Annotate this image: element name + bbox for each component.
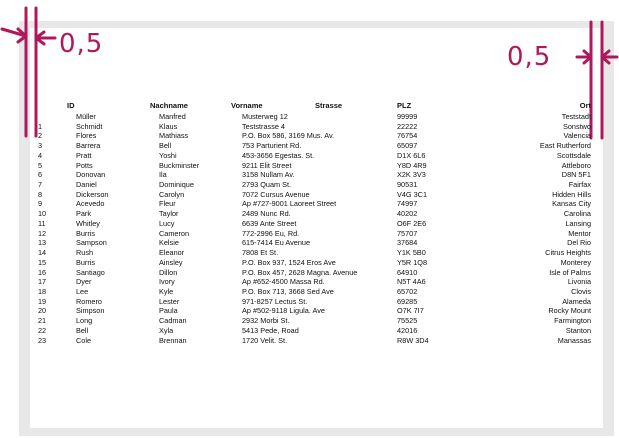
cell-id: 1 bbox=[38, 121, 43, 131]
cell-vorname: Fleur bbox=[159, 199, 176, 209]
cell-ort: Carolina bbox=[563, 209, 591, 219]
cell-plz: V4G 3C1 bbox=[397, 189, 428, 199]
cell-id: 22 bbox=[38, 325, 47, 335]
cell-nachname: Burris bbox=[76, 228, 96, 238]
cell-vorname: Manfred bbox=[159, 112, 186, 121]
cell-strasse: Ap #502-9118 Ligula. Ave bbox=[242, 306, 325, 316]
cell-plz: R8W 3D4 bbox=[397, 335, 429, 345]
cell-strasse: Ap #652-4500 Massa Rd. bbox=[242, 277, 325, 287]
cell-vorname: Dillon bbox=[159, 267, 178, 277]
cell-plz: 74997 bbox=[397, 199, 418, 209]
table-row bbox=[0, 141, 619, 151]
cell-vorname: Paula bbox=[159, 306, 178, 316]
cell-nachname: Dyer bbox=[76, 277, 92, 287]
col-header-vorname: Vorname bbox=[231, 101, 263, 110]
table-row bbox=[0, 122, 619, 132]
table-row bbox=[0, 238, 619, 248]
cell-nachname: Acevedo bbox=[76, 199, 105, 209]
cell-plz: 42016 bbox=[397, 325, 418, 335]
cell-id: 23 bbox=[38, 335, 47, 345]
cell-vorname: Ivory bbox=[159, 277, 175, 287]
cell-plz: 65702 bbox=[397, 286, 418, 296]
cell-strasse: 5413 Pede, Road bbox=[242, 325, 299, 335]
cell-ort: Attleboro bbox=[561, 160, 591, 170]
cell-ort: Stanton bbox=[565, 325, 591, 335]
cell-strasse: P.O. Box 713, 3668 Sed Ave bbox=[242, 286, 334, 296]
cell-ort: Clovis bbox=[571, 286, 591, 296]
cell-strasse: 6639 Ante Street bbox=[242, 218, 297, 228]
cell-nachname: Potts bbox=[76, 160, 93, 170]
cell-id: 6 bbox=[38, 170, 43, 180]
cell-nachname: Bell bbox=[76, 325, 89, 335]
table-row bbox=[0, 170, 619, 180]
cell-nachname: Park bbox=[76, 209, 92, 219]
cell-plz: Y5R 1Q8 bbox=[397, 257, 428, 267]
cell-nachname: Donovan bbox=[76, 170, 106, 180]
table-row bbox=[0, 287, 619, 297]
col-header-ort: Ort bbox=[579, 101, 591, 110]
cell-vorname: Mathiass bbox=[159, 131, 189, 141]
table-row bbox=[0, 190, 619, 200]
cell-ort: Hidden Hills bbox=[552, 189, 591, 199]
table-row bbox=[0, 180, 619, 190]
cell-ort: Livonia bbox=[567, 277, 591, 287]
cell-ort: East Rutherford bbox=[539, 141, 591, 151]
cell-strasse: 3158 Nullam Av. bbox=[242, 170, 295, 180]
cell-vorname: Brennan bbox=[159, 335, 187, 345]
cell-id: 21 bbox=[38, 316, 47, 326]
cell-ort: Citrus Heights bbox=[545, 248, 591, 258]
cell-id: 15 bbox=[38, 257, 47, 267]
cell-ort: Teststadt bbox=[561, 112, 591, 121]
cell-id: 19 bbox=[38, 296, 47, 306]
table-row bbox=[0, 219, 619, 229]
cell-strasse: 1720 Velit. St. bbox=[242, 335, 288, 345]
cell-vorname: Xyla bbox=[159, 325, 174, 335]
cell-vorname: Cameron bbox=[159, 228, 190, 238]
left-margin-label: 0,5 bbox=[59, 29, 104, 59]
table-row bbox=[0, 336, 619, 346]
cell-nachname: Long bbox=[76, 316, 93, 326]
table-row bbox=[0, 248, 619, 258]
cell-nachname: Daniel bbox=[76, 180, 97, 190]
table-row bbox=[0, 297, 619, 307]
cell-strasse: 615-7414 Eu Avenue bbox=[242, 238, 311, 248]
cell-plz: D1X 6L6 bbox=[397, 150, 426, 160]
cell-strasse: P.O. Box 586, 3169 Mus. Av. bbox=[242, 131, 335, 141]
table-row bbox=[0, 151, 619, 161]
cell-plz: 99999 bbox=[397, 112, 418, 121]
cell-strasse: Teststrasse 4 bbox=[242, 121, 285, 131]
cell-nachname: Dickerson bbox=[76, 189, 109, 199]
cell-nachname: Rush bbox=[76, 248, 94, 258]
cell-nachname: Schmidt bbox=[76, 121, 103, 131]
cell-vorname: Yoshi bbox=[159, 150, 177, 160]
cell-strasse: 7808 Et St. bbox=[242, 248, 279, 258]
cell-nachname: Burris bbox=[76, 257, 96, 267]
cell-strasse: 453-3656 Egestas. St. bbox=[242, 150, 315, 160]
cell-vorname: Ainsley bbox=[159, 257, 183, 267]
cell-id: 3 bbox=[38, 141, 43, 151]
cell-ort: Fairfax bbox=[568, 180, 591, 190]
cell-id: 18 bbox=[38, 286, 47, 296]
cell-ort: Valencia bbox=[563, 131, 591, 141]
cell-nachname: Cole bbox=[76, 335, 92, 345]
cell-plz: 22222 bbox=[397, 121, 418, 131]
cell-id: 11 bbox=[38, 218, 46, 228]
cell-nachname: Whitley bbox=[76, 218, 100, 228]
cell-ort: Alameda bbox=[562, 296, 591, 306]
cell-nachname: Sampson bbox=[76, 238, 107, 248]
table-row bbox=[0, 326, 619, 336]
cell-nachname: Lee bbox=[76, 286, 89, 296]
cell-vorname: Cadman bbox=[159, 316, 187, 326]
cell-plz: 65097 bbox=[397, 141, 418, 151]
cell-vorname: Eleanor bbox=[159, 248, 185, 258]
cell-strasse: 9211 Elit Street bbox=[242, 160, 292, 170]
cell-vorname: Taylor bbox=[159, 209, 179, 219]
cell-strasse: 2932 Morbi St. bbox=[242, 316, 290, 326]
cell-strasse: 971-8257 Lectus St. bbox=[242, 296, 308, 306]
cell-ort: Kansas City bbox=[552, 199, 591, 209]
cell-plz: O7K 7I7 bbox=[397, 306, 424, 316]
cell-plz: 90531 bbox=[397, 180, 418, 190]
cell-ort: D8N 5F1 bbox=[561, 170, 591, 180]
cell-ort: Isle of Palms bbox=[549, 267, 591, 277]
cell-nachname: Santiago bbox=[76, 267, 105, 277]
cell-strasse: 2489 Nunc Rd. bbox=[242, 209, 291, 219]
cell-id: 4 bbox=[38, 150, 43, 160]
cell-ort: Farmington bbox=[554, 316, 591, 326]
cell-plz: 64910 bbox=[397, 267, 418, 277]
cell-nachname: Pratt bbox=[76, 150, 92, 160]
cell-ort: Monterey bbox=[560, 257, 591, 267]
col-header-strasse: Strasse bbox=[315, 101, 343, 110]
cell-id: 9 bbox=[38, 199, 43, 209]
table-row bbox=[0, 268, 619, 278]
cell-strasse: P.O. Box 457, 2628 Magna. Avenue bbox=[242, 267, 358, 277]
table-row bbox=[0, 131, 619, 141]
cell-vorname: Ila bbox=[159, 170, 167, 180]
col-header-plz: PLZ bbox=[397, 101, 412, 110]
cell-strasse: Ap #727-9001 Laoreet Street bbox=[242, 199, 337, 209]
cell-ort: Mentor bbox=[568, 228, 591, 238]
cell-ort: Sonstwo bbox=[563, 121, 591, 131]
cell-id: 20 bbox=[38, 306, 47, 316]
cell-id: 5 bbox=[38, 160, 43, 170]
cell-vorname: Klaus bbox=[159, 121, 178, 131]
cell-plz: Y1K 5B0 bbox=[397, 248, 426, 258]
cell-nachname: Simpson bbox=[76, 306, 105, 316]
cell-id: 14 bbox=[38, 248, 47, 258]
cell-nachname: Müller bbox=[76, 112, 96, 121]
cell-vorname: Bell bbox=[159, 141, 172, 151]
cell-vorname: Dominique bbox=[159, 180, 194, 190]
cell-vorname: Lucy bbox=[159, 218, 175, 228]
table-row bbox=[0, 229, 619, 239]
cell-vorname: Lester bbox=[159, 296, 180, 306]
cell-nachname: Barrera bbox=[76, 141, 101, 151]
table-row bbox=[0, 306, 619, 316]
cell-ort: Lansing bbox=[565, 218, 591, 228]
table-row bbox=[0, 258, 619, 268]
cell-strasse: P.O. Box 937, 1524 Eros Ave bbox=[242, 257, 336, 267]
cell-plz: X2K 3V3 bbox=[397, 170, 426, 180]
cell-strasse: 772-2996 Eu, Rd. bbox=[242, 228, 300, 238]
cell-plz: O6F 2E6 bbox=[397, 218, 427, 228]
col-header-id: ID bbox=[67, 101, 75, 110]
cell-strasse: 2793 Quam St. bbox=[242, 180, 292, 190]
cell-vorname: Carolyn bbox=[159, 189, 185, 199]
cell-id: 13 bbox=[38, 238, 47, 248]
table-row bbox=[0, 316, 619, 326]
table-row bbox=[0, 209, 619, 219]
cell-plz: 40202 bbox=[397, 209, 418, 219]
cell-plz: 76754 bbox=[397, 131, 418, 141]
right-margin-label: 0,5 bbox=[507, 42, 552, 72]
cell-vorname: Kelsie bbox=[159, 238, 179, 248]
cell-vorname: Buckminster bbox=[159, 160, 200, 170]
cell-ort: Rocky Mount bbox=[548, 306, 591, 316]
cell-plz: 37684 bbox=[397, 238, 418, 248]
cell-id: 17 bbox=[38, 277, 47, 287]
cell-plz: 75525 bbox=[397, 316, 418, 326]
cell-ort: Del Rio bbox=[567, 238, 591, 248]
cell-plz: 69285 bbox=[397, 296, 418, 306]
cell-nachname: Romero bbox=[76, 296, 102, 306]
table-row bbox=[0, 199, 619, 209]
cell-nachname: Flores bbox=[76, 131, 97, 141]
cell-strasse: Musterweg 12 bbox=[242, 112, 288, 121]
cell-id: 8 bbox=[38, 189, 43, 199]
address-table bbox=[0, 112, 619, 345]
cell-id: 12 bbox=[38, 228, 47, 238]
table-row bbox=[0, 161, 619, 171]
cell-id: 10 bbox=[38, 209, 47, 219]
cell-strasse: 7072 Cursus Avenue bbox=[242, 189, 310, 199]
cell-ort: Scottsdale bbox=[556, 150, 591, 160]
cell-id: 16 bbox=[38, 267, 47, 277]
cell-id: 2 bbox=[38, 131, 43, 141]
table-row bbox=[0, 277, 619, 287]
table-row bbox=[0, 112, 619, 122]
cell-ort: Manassas bbox=[557, 335, 591, 345]
cell-strasse: 753 Parturient Rd. bbox=[242, 141, 302, 151]
cell-plz: N5T 4A6 bbox=[397, 277, 426, 287]
cell-plz: 75707 bbox=[397, 228, 418, 238]
col-header-nachname: Nachname bbox=[150, 101, 188, 110]
cell-id: 7 bbox=[38, 180, 43, 190]
cell-plz: Y8D 4R9 bbox=[397, 160, 427, 170]
cell-vorname: Kyle bbox=[159, 286, 174, 296]
